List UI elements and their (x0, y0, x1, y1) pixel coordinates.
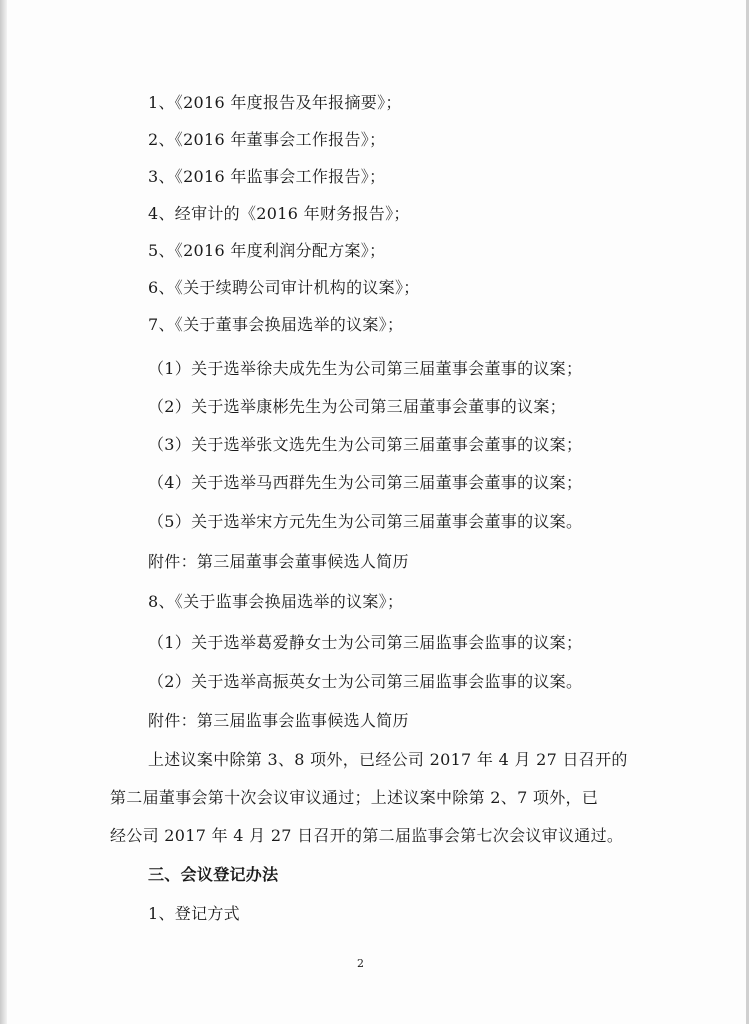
sub-item-8-1: （1）关于选举葛爱静女士为公司第三届监事会监事的议案； (148, 633, 583, 652)
agenda-item-5: 5、《2016 年度利润分配方案》； (148, 241, 386, 260)
sub-item-7-3: （3）关于选举张文选先生为公司第三届董事会董事的议案； (148, 435, 583, 454)
agenda-item-4: 4、经审计的《2016 年财务报告》； (148, 204, 410, 223)
attachment-note-supervisory: 附件：第三届监事会监事候选人简历 (148, 711, 409, 730)
page-number: 2 (357, 957, 364, 970)
sub-item-7-1: （1）关于选举徐夫成先生为公司第三届董事会董事的议案； (148, 359, 583, 378)
agenda-item-2: 2、《2016 年董事会工作报告》； (148, 130, 386, 149)
sub-item-7-2: （2）关于选举康彬先生为公司第三届董事会董事的议案； (148, 397, 566, 416)
paragraph-line-2: 第二届董事会第十次会议审议通过；上述议案中除第 2、7 项外，已 (110, 788, 599, 807)
agenda-item-7: 7、《关于董事会换届选举的议案》； (148, 315, 404, 334)
section-heading-registration: 三、会议登记办法 (148, 865, 279, 884)
paragraph-line-1: 上述议案中除第 3、8 项外，已经公司 2017 年 4 月 27 日召开的 (148, 750, 628, 769)
agenda-item-3: 3、《2016 年监事会工作报告》； (148, 167, 386, 186)
sub-item-8-2: （2）关于选举高振英女士为公司第三届监事会监事的议案。 (148, 672, 583, 691)
agenda-item-1: 1、《2016 年度报告及年报摘要》； (148, 93, 402, 112)
scan-edge-left (0, 0, 7, 1024)
agenda-item-8: 8、《关于监事会换届选举的议案》； (148, 592, 404, 611)
sub-item-7-5: （5）关于选举宋方元先生为公司第三届董事会董事的议案。 (148, 512, 583, 531)
agenda-item-6: 6、《关于续聘公司审计机构的议案》； (148, 278, 420, 297)
sub-item-7-4: （4）关于选举马西群先生为公司第三届董事会董事的议案； (148, 473, 583, 492)
registration-item-1: 1、登记方式 (148, 904, 240, 923)
paragraph-line-3: 经公司 2017 年 4 月 27 日召开的第二届监事会第七次会议审议通过。 (110, 826, 624, 845)
attachment-note-board: 附件：第三届董事会董事候选人简历 (148, 552, 409, 571)
